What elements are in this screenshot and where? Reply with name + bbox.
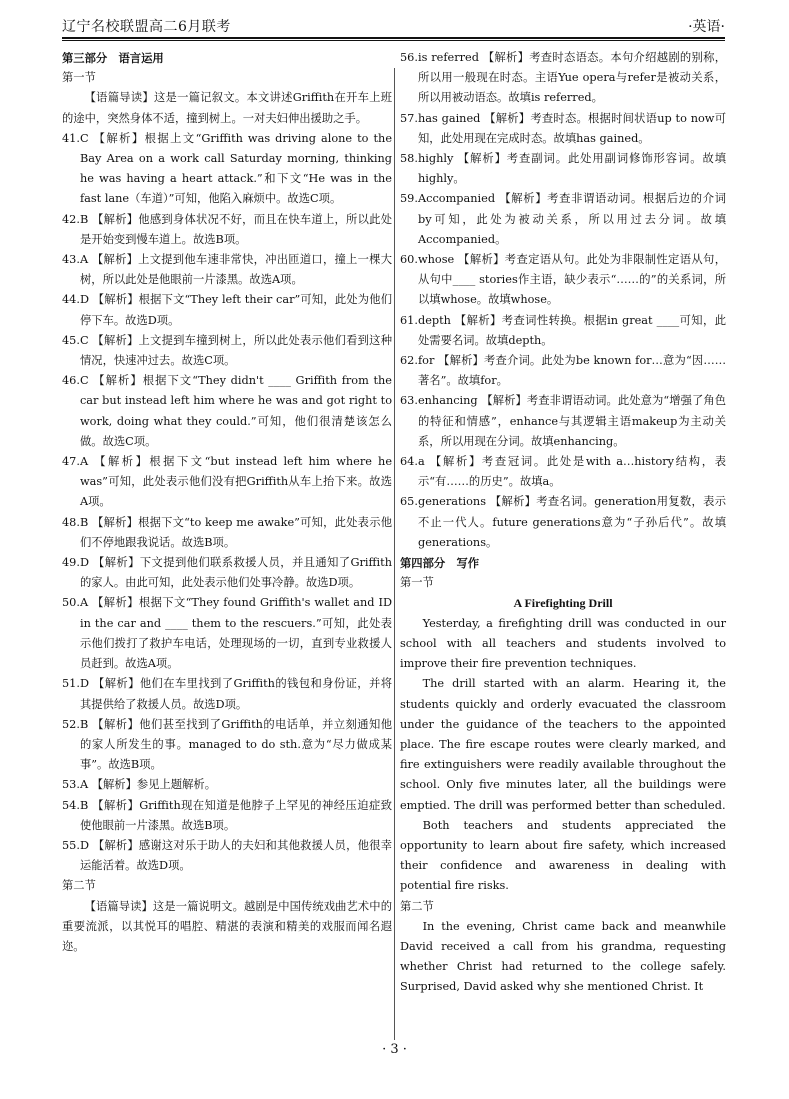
answer-item — [62, 553, 392, 593]
essay-title: A Firefighting Drill — [513, 596, 613, 611]
item-number: 58. — [400, 152, 418, 166]
item-number: 54. — [62, 798, 80, 812]
item-text: B 【解析】Griffith现在知道是他脖子上罕见的神经压迫症致使他眼前一片漆黑。故选B项。 — [79, 798, 392, 832]
item-text: a 【解析】考查冠词。此处是with a…history结构，表示“有……的历史”。故填a。 — [417, 455, 726, 489]
answer-item — [62, 250, 392, 290]
answer-item — [400, 391, 726, 452]
right-column — [400, 48, 726, 998]
paragraph: 第二节 — [400, 899, 434, 913]
section-heading: 第三部分 语言运用 — [62, 51, 164, 65]
item-number: 48. — [62, 515, 80, 529]
item-number: 42. — [62, 212, 80, 226]
item-text: enhancing 【解析】考查非谓语动词。此处意为“增强了角色的特征和情感”，enhance与其逻辑主语makeup为主动关系，所以用现在分词。故填enhancing。 — [417, 394, 726, 448]
item-number: 50. — [62, 596, 80, 610]
item-number: 49. — [62, 556, 80, 570]
paragraph: 第一节 — [400, 576, 434, 590]
item-text: depth 【解析】考查词性转换。根据in great ____可知，此处需要名词。故填depth。 — [417, 313, 726, 347]
item-text: D 【解析】根据下文“They left their car”可知，此处为他们停下车。故选D项。 — [79, 293, 392, 327]
item-number: 61. — [400, 313, 418, 327]
item-number: 64. — [400, 455, 418, 469]
answer-item — [400, 452, 726, 492]
item-text: generations 【解析】考查名词。generation用复数，表示不止一代人。future generations意为“子孙后代”。故填generations。 — [417, 495, 726, 549]
item-text: B 【解析】他们甚至找到了Griffith的电话单，并立刻通知他的家人所发生的事。managed to do sth.意为“尽力做成某事”。故选B项。 — [79, 717, 392, 772]
item-number: 63. — [400, 394, 418, 408]
item-text: C 【解析】根据下文“They didn't ____ Griffith from the car but instead left him where he was and got right to work, doing what they could.”可知，他们很清楚该怎么做。故选C项。 — [79, 374, 392, 448]
item-number: 59. — [400, 192, 418, 206]
item-number: 62. — [400, 354, 418, 368]
item-text: A 【解析】根据下文“but instead left him where he was”可知，此处表示他们没有把Griffith从车上抬下来。故选A项。 — [79, 455, 392, 509]
answer-item — [400, 311, 726, 351]
item-text: A 【解析】参见上题解析。 — [79, 778, 216, 792]
left-column — [62, 48, 392, 957]
exam-title: 辽宁名校联盟高二6月联考 — [62, 19, 231, 35]
answer-item — [62, 129, 392, 210]
page-header — [62, 14, 725, 36]
answer-item — [62, 593, 392, 674]
item-number: 65. — [400, 495, 418, 509]
item-text: A 【解析】根据下文“They found Griffith's wallet and ID in the car and ____ them to the rescuers.”可知，此处表示他们拨打了救护车电话，处理现场的一切，直到专业救援人员赶到。故选A项。 — [79, 596, 392, 671]
item-number: 43. — [62, 253, 80, 267]
answer-item — [400, 492, 726, 553]
item-number: 57. — [400, 111, 418, 125]
item-number: 41. — [62, 131, 80, 145]
item-text: C 【解析】上文提到车撞到树上，所以此处表示他们看到这种情况，快速冲过去。故选C项。 — [79, 333, 392, 368]
answer-item — [62, 796, 392, 836]
paragraph: 第一节 — [62, 71, 96, 85]
answer-item — [62, 290, 392, 330]
paragraph: Yesterday, a firefighting drill was conducted in our school with all teachers and students involved to improve their fire prevention techniques. — [400, 616, 726, 671]
item-number: 53. — [62, 778, 80, 792]
item-text: is referred 【解析】考查时态语态。本句介绍越剧的别称，所以用一般现在时态。主语Yue opera与refer是被动关系，所以用被动语态。故填is referred。 — [417, 51, 726, 105]
answer-item — [400, 250, 726, 311]
item-number: 52. — [62, 717, 80, 731]
item-number: 56. — [400, 51, 418, 64]
answer-item — [62, 775, 392, 795]
paragraph: The drill started with an alarm. Hearing it, the students quickly and orderly evacuated the classroom under the guidance of the teachers to the appointed place. The fire escape routes were clearly marked, and fire extinguishers were readily available throughout the school. Only five minutes later, all the buildings were emptied. The drill was performed better than scheduled. — [400, 677, 726, 812]
item-number: 51. — [62, 677, 80, 691]
item-number: 45. — [62, 333, 80, 347]
answer-item — [62, 674, 392, 714]
answer-item — [400, 109, 726, 149]
answer-item — [400, 149, 726, 189]
item-text: D 【解析】下文提到他们联系救援人员，并且通知了Griffith的家人。由此可知，此处表示他们处事冷静。故选D项。 — [79, 556, 392, 590]
answer-item — [62, 836, 392, 876]
item-number: 60. — [400, 253, 418, 267]
item-text: Accompanied 【解析】考查非谓语动词。根据后边的介词by可知，此处为被动关系，所以用过去分词。故填Accompanied。 — [417, 192, 726, 246]
answer-item — [62, 452, 392, 513]
header-rule-thin — [62, 40, 725, 41]
item-number: 44. — [62, 293, 80, 307]
subject-label: ·英语· — [688, 19, 725, 35]
item-number: 55. — [62, 838, 80, 852]
item-number: 47. — [62, 455, 80, 469]
answer-item — [400, 351, 726, 391]
item-number: 46. — [62, 374, 80, 388]
item-text: D 【解析】感谢这对乐于助人的夫妇和其他救援人员，他很幸运能活着。故选D项。 — [79, 838, 392, 873]
item-text: D 【解析】他们在车里找到了Griffith的钱包和身份证，并将其提供给了救援人员。故选D项。 — [79, 677, 392, 711]
answer-item — [62, 210, 392, 250]
item-text: whose 【解析】考查定语从句。此处为非限制性定语从句，从句中____ stories作主语，缺少表示“……的”的关系词，所以填whose。故填whose。 — [417, 253, 726, 307]
item-text: C 【解析】根据上文“Griffith was driving alone to the Bay Area on a work call Saturday morning, thinking he was having a heart attack.”和下文“He was in the fast lane（车道）”可知，他陷入麻烦中。故选C项。 — [79, 131, 392, 206]
answer-item — [62, 513, 392, 553]
paragraph: 第二节 — [62, 879, 96, 893]
item-text: has gained 【解析】考查时态。根据时间状语up to now可知，此处用现在完成时态。故填has gained。 — [417, 111, 726, 145]
item-text: B 【解析】他感到身体状况不好，而且在快车道上，所以此处是开始变到慢车道上。故选B项。 — [79, 212, 392, 246]
column-divider — [394, 68, 395, 1040]
answer-item — [62, 331, 392, 371]
section-heading: 第四部分 写作 — [400, 556, 480, 571]
paragraph: Both teachers and students appreciated the opportunity to learn about fire safety, which increased their confidence and awareness in dealing with potential fire risks. — [400, 818, 726, 893]
header-rule — [62, 37, 725, 39]
answer-item — [62, 715, 392, 776]
paragraph: 【语篇导读】这是一篇说明文。越剧是中国传统戏曲艺术中的重要流派，以其悦耳的唱腔、精湛的表演和精美的戏服而闻名遐迩。 — [62, 899, 392, 953]
answer-item — [400, 189, 726, 250]
item-text: B 【解析】根据下文“to keep me awake”可知，此处表示他们不停地跟我说话。故选B项。 — [79, 515, 392, 549]
page-number: · 3 · — [382, 1042, 407, 1057]
answer-item — [62, 371, 392, 452]
paragraph: In the evening, Christ came back and meanwhile David received a call from his grandma, requesting whether Christ had returned to the college safely. Surprised, David asked why she mentioned Christ. It — [400, 919, 726, 994]
item-text: highly 【解析】考查副词。此处用副词修饰形容词。故填highly。 — [417, 152, 726, 186]
paragraph: 【语篇导读】这是一篇记叙文。本文讲述Griffith在开车上班的途中，突然身体不适，撞到树上。一对夫妇伸出援助之手。 — [62, 91, 392, 125]
item-text: for 【解析】考查介词。此处为be known for…意为“因……著名”。故填for。 — [417, 354, 726, 388]
answer-item — [400, 48, 726, 109]
item-text: A 【解析】上文提到他车速非常快，冲出匝道口，撞上一棵大树，所以此处是他眼前一片漆黑。故选A项。 — [79, 253, 392, 287]
